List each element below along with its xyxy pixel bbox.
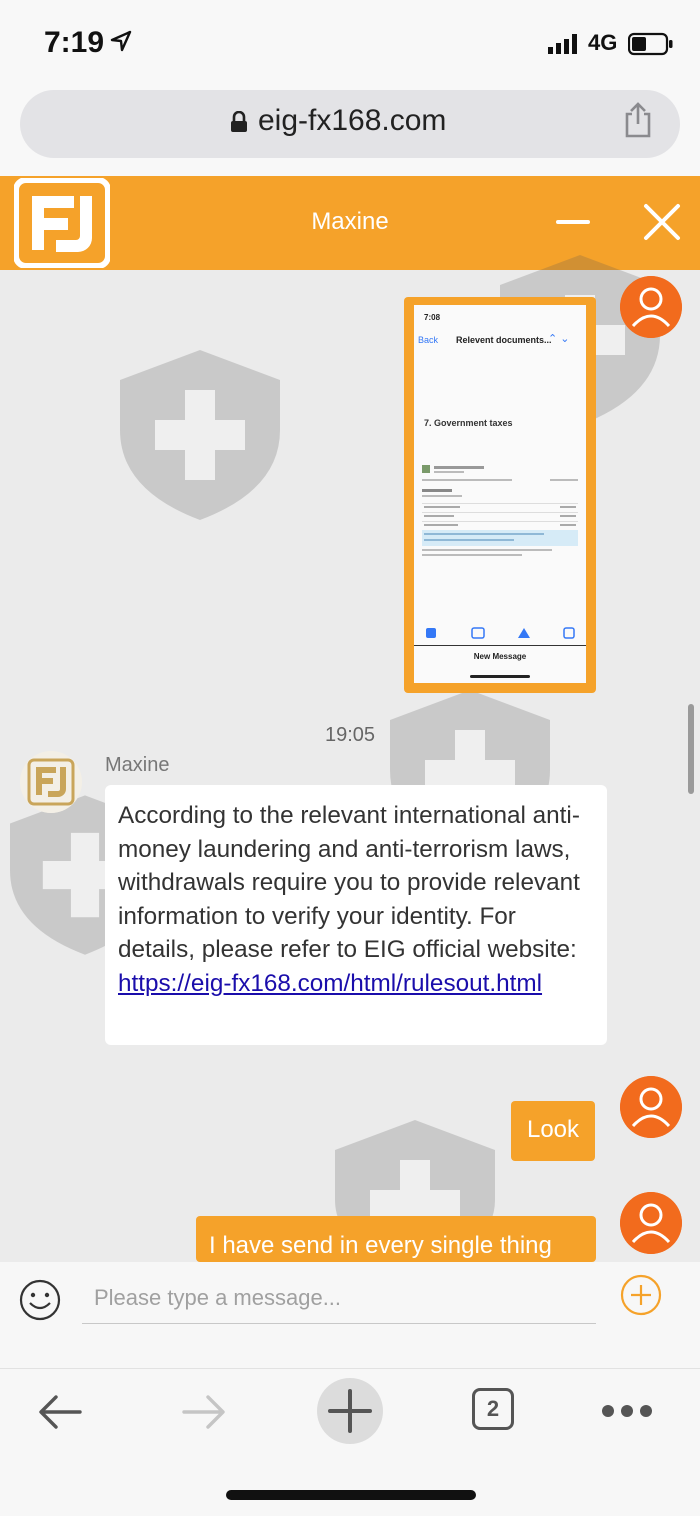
home-indicator (226, 1490, 476, 1500)
url-text[interactable]: eig-fx168.com (258, 104, 447, 137)
emoji-icon[interactable] (18, 1278, 62, 1322)
attachment-time: 7:08 (424, 313, 441, 322)
signal-icon (548, 34, 580, 54)
agent-message-text: According to the relevant international anti-money laundering and anti-terrorism laws, withdrawals require you to provide relevant information to verify your identity. For details, please refer to EIG official website: (118, 802, 580, 964)
agent-sender-name: Maxine (105, 754, 170, 776)
location-arrow-icon (110, 30, 132, 52)
share-icon[interactable] (622, 102, 654, 138)
forward-arrow-icon[interactable] (180, 1392, 228, 1432)
attachment-back: Back (418, 335, 439, 345)
user-message-send: I have send in every single thing (196, 1216, 596, 1262)
agent-avatar (20, 751, 82, 813)
new-tab-icon[interactable] (316, 1377, 384, 1445)
chat-agent-title: Maxine (311, 208, 389, 235)
attachment-title: Relevent documents... (456, 335, 552, 345)
scrollbar[interactable] (688, 704, 694, 794)
user-avatar-icon (620, 276, 682, 338)
back-arrow-icon[interactable] (36, 1392, 84, 1432)
more-icon[interactable] (600, 1403, 654, 1419)
rules-link[interactable]: https://eig-fx168.com/html/rulesout.html (118, 969, 543, 997)
close-icon[interactable] (640, 200, 684, 244)
plus-circle-icon[interactable] (620, 1274, 662, 1316)
lock-icon (230, 111, 248, 133)
attachment-heading: 7. Government taxes (424, 418, 513, 428)
attachment-divider (414, 645, 586, 646)
message-input[interactable] (82, 1272, 596, 1324)
attachment-chevrons-icon: ⌃ ⌄ (548, 333, 570, 345)
shield-watermark-icon (120, 350, 280, 520)
attachment-home-indicator (470, 675, 530, 678)
agent-message-bubble (105, 785, 607, 1045)
status-time: 7:19 (44, 26, 105, 59)
attachment-footer: New Message (473, 652, 527, 661)
attachment-document-thumbnail (420, 463, 580, 563)
network-type: 4G (588, 30, 618, 55)
battery-icon (628, 32, 674, 56)
user-avatar-icon (620, 1192, 682, 1254)
user-message-look: Look (511, 1101, 595, 1161)
minimize-icon[interactable] (556, 220, 590, 224)
user-avatar-icon (620, 1076, 682, 1138)
message-timestamp: 19:05 (324, 724, 376, 746)
attachment-toolbar-icons (420, 624, 580, 642)
tab-count-button[interactable]: 2 (472, 1388, 514, 1430)
